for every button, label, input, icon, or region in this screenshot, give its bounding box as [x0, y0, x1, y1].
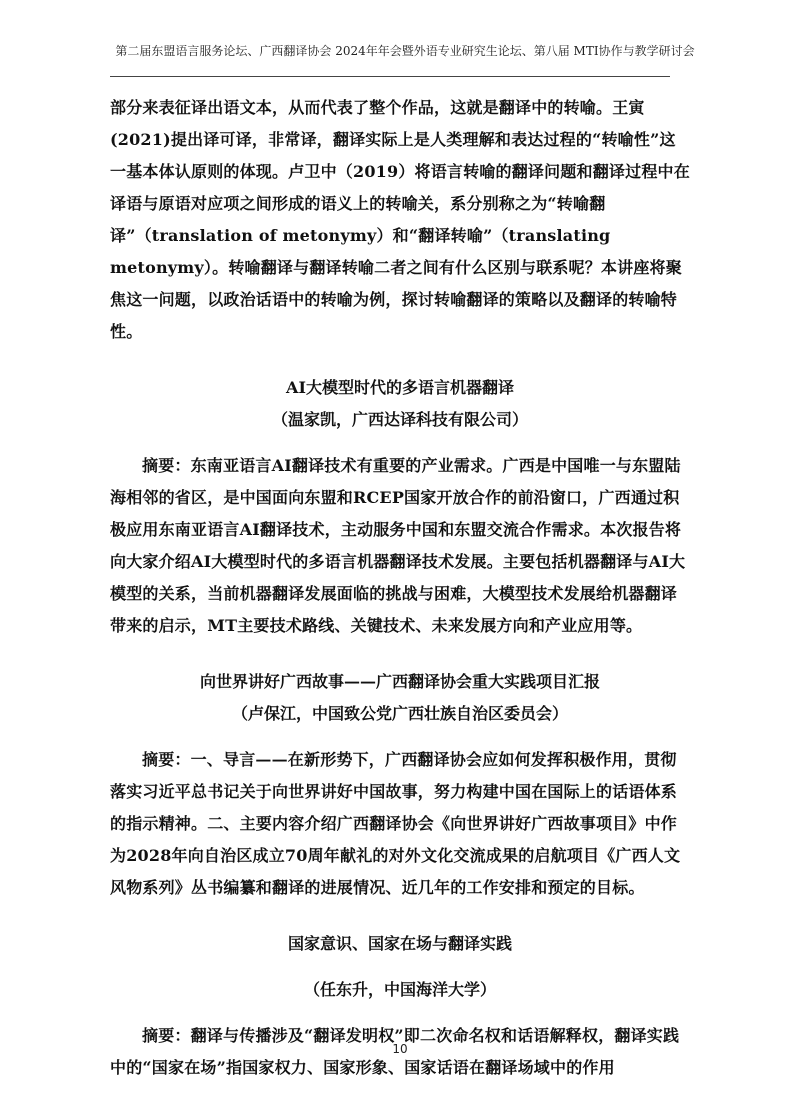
- spacer: [110, 642, 690, 666]
- intro-paragraph: 部分来表征译出语文本，从而代表了整个作品，这就是翻译中的转喻。王寅(2021)提出译可译，非常译，翻译实际上是人类理解和表达过程的“转喻性”这一基本体认原则的体现。卢卫中（2019）将语言转喻的翻译问题和翻译过程中在译语与原语对应项之间形成的语义上的转喻关，系分别称之为“转喻翻译”（translation of metonymy）和“翻译转喻”（translating metonymy）。转喻翻译与翻译转喻二者之间有什么区别与联系呢？本讲座将聚焦这一问题，以政治话语中的转喻为例，探讨转喻翻译的策略以及翻译的转喻特性。: [110, 98, 690, 341]
- spacer: [110, 904, 690, 928]
- page-number: 10: [392, 1042, 408, 1056]
- section-title: 向世界讲好广西故事——广西翻译协会重大实践项目汇报: [199, 672, 600, 691]
- header-divider: [110, 76, 670, 77]
- section-author: （卢保江，中国致公党广西壮族自治区委员会）: [231, 704, 568, 723]
- section-author: （温家凯，广西达译科技有限公司）: [271, 410, 528, 429]
- section-abstract: 摘要：东南亚语言AI翻译技术有重要的产业需求。广西是中国唯一与东盟陆海相邻的省区，是中国面向东盟和RCEP国家开放合作的前沿窗口，广西通过积极应用东南亚语言AI翻译技术，主动服务中国和东盟交流合作需求。本次报告将向大家介绍AI大模型时代的多语言机器翻译技术发展。主要包括机器翻译与AI大模型的关系，当前机器翻译发展面临的挑战与困难，大模型技术发展给机器翻译带来的启示，MT主要技术路线、关键技术、未来发展方向和产业应用等。: [110, 456, 686, 635]
- section-title: AI大模型时代的多语言机器翻译: [286, 378, 514, 397]
- spacer: [110, 1006, 690, 1020]
- section-title: 国家意识、国家在场与翻译实践: [287, 934, 512, 953]
- spacer: [110, 436, 690, 450]
- spacer: [110, 960, 690, 974]
- section-author: （任东升，中国海洋大学）: [303, 980, 496, 999]
- running-header: 第二届东盟语言服务论坛、广西翻译协会 2024年年会暨外语专业研究生论坛、第八届 MTI协作与教学研讨会: [115, 44, 695, 58]
- spacer: [110, 348, 690, 372]
- page-body: [110, 92, 690, 1084]
- spacer: [110, 730, 690, 744]
- section-abstract: 摘要：一、导言——在新形势下，广西翻译协会应如何发挥积极作用，贯彻落实习近平总书记关于向世界讲好中国故事，努力构建中国在国际上的话语体系的指示精神。二、主要内容介绍广西翻译协会《向世界讲好广西故事项目》中作为2028年向自治区成立70周年献礼的对外文化交流成果的启航项目《广西人文风物系列》丛书编纂和翻译的进展情况、近几年的工作安排和预定的目标。: [110, 750, 681, 897]
- section-abstract: 摘要：翻译与传播涉及“翻译发明权”即二次命名权和话语解释权，翻译实践中的“国家在场”指国家权力、国家形象、国家话语在翻译场域中的作用: [110, 1026, 680, 1077]
